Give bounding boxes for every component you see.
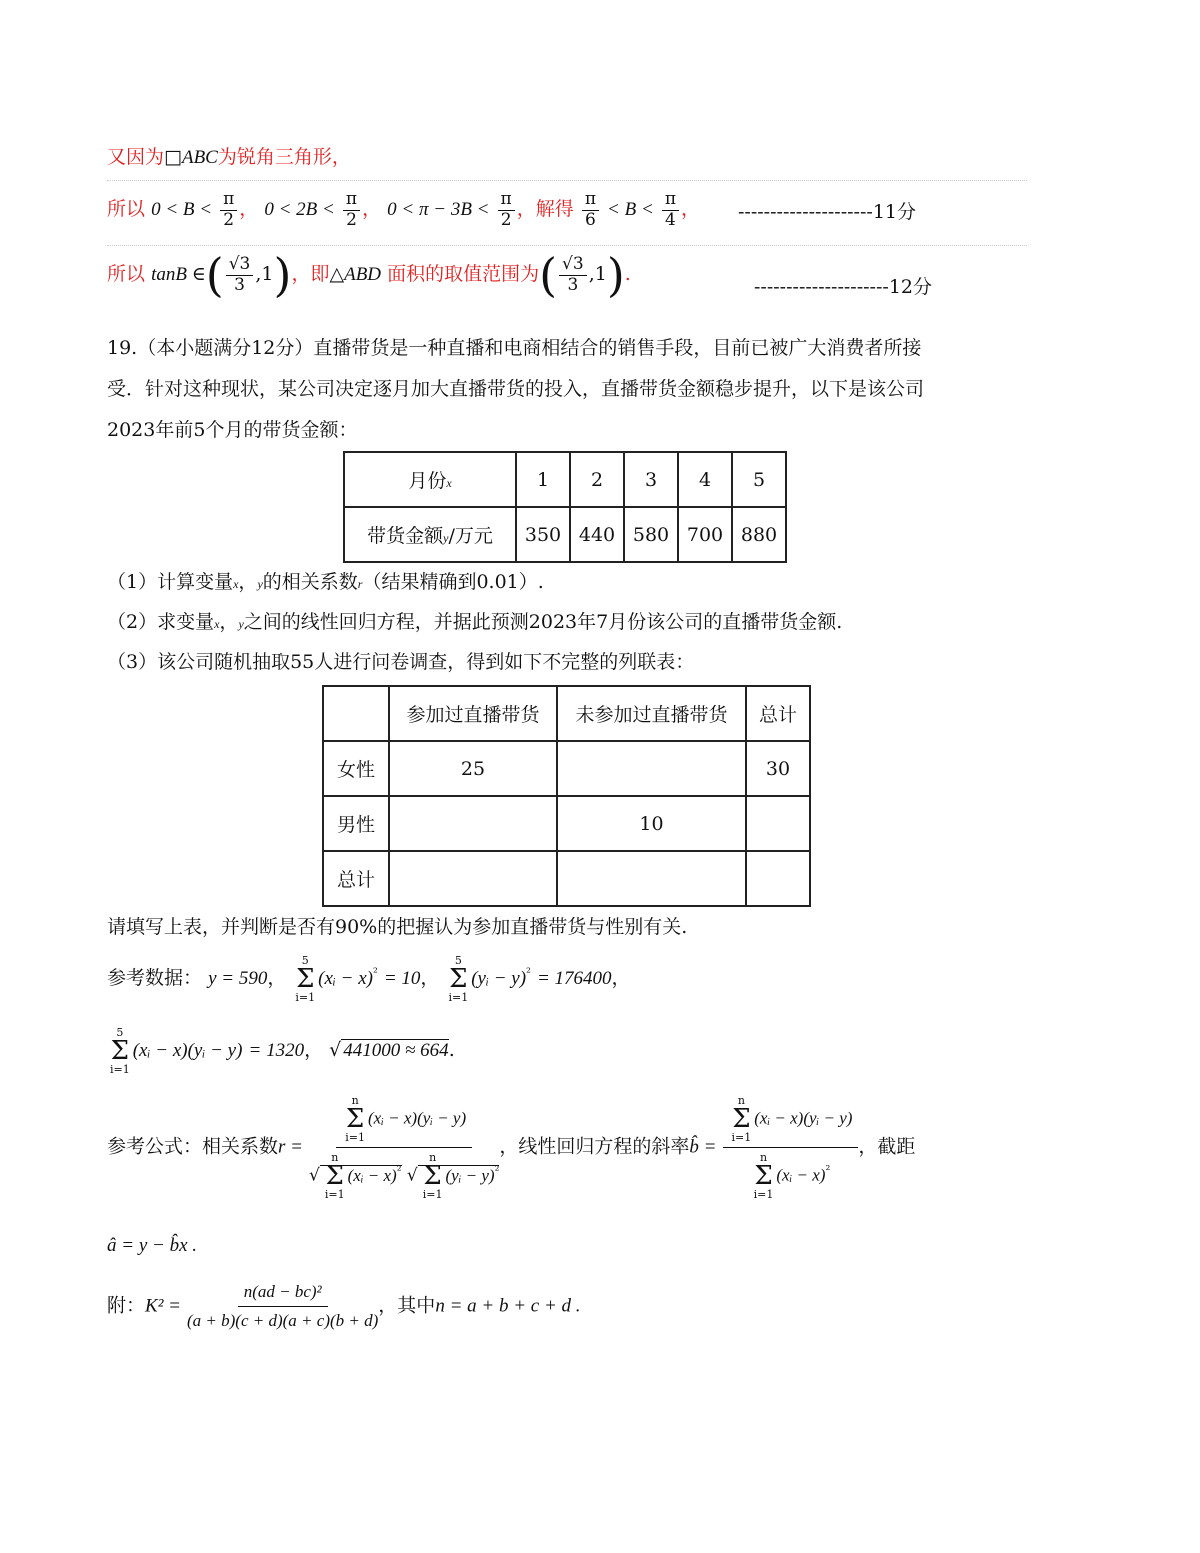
sub-question-3: （3）该公司随机抽取55人进行问卷调查，得到如下不完整的列联表： bbox=[107, 651, 695, 673]
table-cell: 350 bbox=[516, 507, 570, 562]
missing-glyph: □ bbox=[164, 146, 182, 168]
table-cell: 880 bbox=[732, 507, 786, 562]
table-cell bbox=[746, 851, 810, 906]
table-cell: 10 bbox=[557, 796, 746, 851]
table-row bbox=[323, 741, 810, 796]
reference-data-line-2: 5 Σ i=1 (xᵢ − x)(yᵢ − y) = 1320， √ 441000 ≈ 664. bbox=[110, 1026, 455, 1076]
table-cell: 25 bbox=[389, 741, 557, 796]
table-row bbox=[323, 686, 810, 741]
math-triangle: △ABD bbox=[329, 264, 382, 285]
table-header: 参加过直播带货 bbox=[389, 686, 557, 741]
solution-line-2: 所以 0 < B < $\frac{\pi}{2}$ ， 0 < 2B < $\frac{\pi}{2}$ ， 0 < π − 3B < $\frac{\pi}{2}$ ，解得 $\frac{\pi}{6}$ < B < $\frac{\pi}{4}$ ， bbox=[107, 189, 701, 230]
math-ybar: y = 590 bbox=[208, 968, 268, 989]
dotted-divider bbox=[107, 180, 1027, 181]
table-header-amount: 带货金额y/万元 bbox=[344, 507, 516, 562]
table-row bbox=[323, 796, 810, 851]
q19-paragraph-3: 2023年前5个月的带货金额： bbox=[107, 419, 358, 441]
table-row bbox=[323, 851, 810, 906]
math-tan: tanB ∈ bbox=[151, 264, 206, 285]
table-cell: 4 bbox=[678, 452, 732, 507]
table-cell: 3 bbox=[624, 452, 678, 507]
table-cell bbox=[746, 796, 810, 851]
table-cell: 30 bbox=[746, 741, 810, 796]
table-row-label: 女性 bbox=[323, 741, 389, 796]
q19-paragraph-2: 受．针对这种现状，某公司决定逐月加大直播带货的投入，直播带货金额稳步提升，以下是该公司 bbox=[107, 378, 925, 400]
text: 所以 bbox=[107, 198, 146, 221]
table-cell bbox=[557, 741, 746, 796]
score-11: ---------------------11分 bbox=[738, 201, 916, 223]
score-12: ---------------------12分 bbox=[754, 276, 932, 298]
reference-formula: 参考公式：相关系数r = n Σ i=1 (xᵢ − x)(yᵢ − y) √ n Σ i=1 (xᵢ − x)$^{^2}$ √ n Σ i=1 (yᵢ − y)$^{^2}$ ，线性回归方程的斜率b̂ = n Σ i=1 (xᵢ − x)(yᵢ − y) n Σ i=1 (xᵢ − x)$^{^2}$ ，截距 bbox=[107, 1094, 916, 1201]
fraction-sqrt3-3: $\frac{√3}{3}$ bbox=[226, 255, 254, 295]
solution-line-1 bbox=[107, 142, 351, 169]
correlation-formula: n Σ i=1 (xᵢ − x)(yᵢ − y) √ n Σ i=1 (xᵢ − x)$^{^2}$ √ n Σ i=1 (yᵢ − y)$^{^2}$ bbox=[309, 1094, 500, 1201]
sum-symbol: 5 Σ i=1 bbox=[295, 954, 316, 1004]
sub-question-2: （2）求变量x，y之间的线性回归方程，并据此预测2023年7月份该公司的直播带货金额. bbox=[107, 611, 843, 633]
table-cell: 2 bbox=[570, 452, 624, 507]
table-cell: 1 bbox=[516, 452, 570, 507]
table-cell: 5 bbox=[732, 452, 786, 507]
table-row bbox=[344, 452, 786, 507]
sum-symbol: 5 Σ i=1 bbox=[448, 954, 469, 1004]
fraction-pi-2: $\frac{\pi}{2}$ bbox=[220, 190, 237, 230]
table-header: 未参加过直播带货 bbox=[557, 686, 746, 741]
fraction-sqrt3-3: $\frac{√3}{3}$ bbox=[559, 255, 587, 295]
table-cell bbox=[389, 796, 557, 851]
table-row bbox=[344, 507, 786, 562]
table-header-month: 月份x bbox=[344, 452, 516, 507]
math-inequality: 0 < 2B < bbox=[264, 199, 335, 221]
sum-symbol: 5 Σ i=1 bbox=[110, 1026, 130, 1076]
table-cell bbox=[557, 851, 746, 906]
fill-instruction: 请填写上表，并判断是否有90%的把握认为参加直播带货与性别有关. bbox=[107, 916, 688, 938]
monthly-sales-table bbox=[343, 451, 787, 563]
k-squared-formula: 附：K² = $\frac{\text{n(ad − bc)²}}{(a + b)(c + d)(a + c)(b + d)}$ ，其中n = a + b + c + d . bbox=[107, 1282, 581, 1330]
math-inequality: < B < bbox=[607, 199, 654, 221]
reference-data-line-1: 参考数据： y = 590， 5 Σ i=1 (xᵢ − x)$^{^2}$ = 10， 5 Σ i=1 (yᵢ − y)$^{^2}$ = 176400， bbox=[107, 954, 631, 1004]
text: 为锐角三角形， bbox=[217, 146, 351, 168]
text: 所以 bbox=[107, 263, 146, 285]
sub-question-1: （1）计算变量x，y的相关系数r（结果精确到0.01）. bbox=[107, 571, 544, 593]
fraction-pi-6: $\frac{\pi}{6}$ bbox=[582, 190, 599, 230]
dotted-divider bbox=[107, 245, 1027, 246]
fraction-pi-2: $\frac{\pi}{2}$ bbox=[498, 190, 515, 230]
table-header: 总计 bbox=[746, 686, 810, 741]
table-cell: 700 bbox=[678, 507, 732, 562]
q19-paragraph-1: 19.（本小题满分12分）直播带货是一种直播和电商相结合的销售手段，目前已被广大消费者所接 bbox=[107, 337, 922, 359]
table-row-label: 男性 bbox=[323, 796, 389, 851]
math-abc: ABC bbox=[181, 147, 218, 168]
slope-formula: n Σ i=1 (xᵢ − x)(yᵢ − y) n Σ i=1 (xᵢ − x)$^{^2}$ bbox=[723, 1095, 859, 1200]
contingency-table bbox=[322, 685, 811, 907]
table-cell bbox=[323, 686, 389, 741]
table-cell: 580 bbox=[624, 507, 678, 562]
math-inequality: 0 < B < bbox=[151, 199, 213, 221]
fraction-pi-2: $\frac{\pi}{2}$ bbox=[343, 190, 360, 230]
table-row-label: 总计 bbox=[323, 851, 389, 906]
math-inequality: 0 < π − 3B < bbox=[387, 199, 490, 221]
table-cell bbox=[389, 851, 557, 906]
intercept-formula: â = y − b̂x . bbox=[107, 1235, 198, 1256]
k-squared-fraction: $\frac{\text{n(ad − bc)²}}{(a + b)(c + d)(a + c)(b + d)}$ bbox=[187, 1282, 379, 1330]
fraction-pi-4: $\frac{\pi}{4}$ bbox=[662, 190, 679, 230]
text: 又因为 bbox=[107, 146, 165, 168]
table-cell: 440 bbox=[570, 507, 624, 562]
solution-line-3: 所以 tanB ∈( $\frac{√3}{3}$ ,1)，即△ABD 面积的取值范围为( $\frac{√3}{3}$ ,1). bbox=[107, 248, 631, 302]
